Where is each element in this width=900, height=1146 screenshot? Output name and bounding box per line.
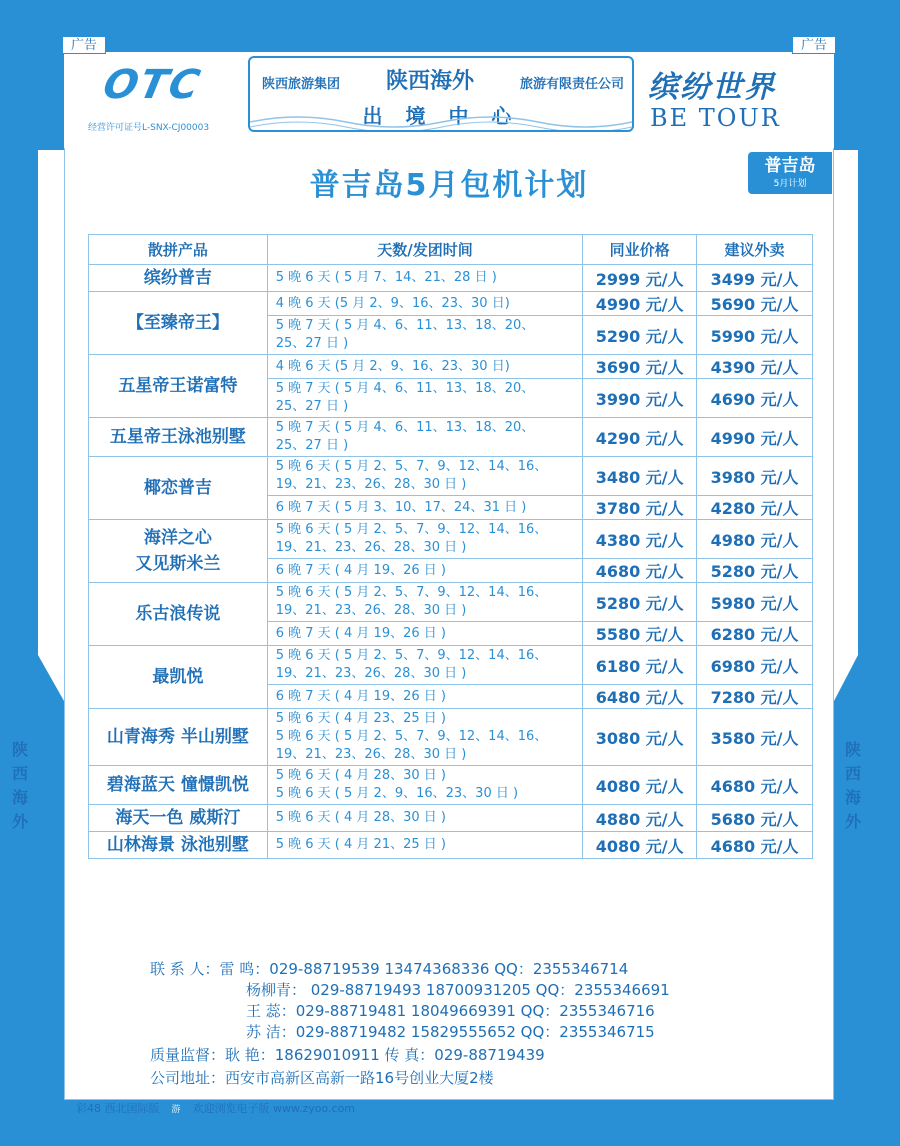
schedule-line: 19、21、23、26、28、30 日 ) xyxy=(275,666,467,681)
schedule xyxy=(267,265,583,292)
product-name xyxy=(89,265,268,292)
product-name xyxy=(89,457,268,520)
retail-price: 4680 元/人 xyxy=(697,766,813,805)
product-name xyxy=(89,805,268,832)
product-name-line: 海洋之心 xyxy=(143,528,212,548)
ad-tag-left: 广告 xyxy=(62,36,106,54)
product-name-line: 五星帝王泳池别墅 xyxy=(109,427,246,447)
retail-price: 5280 元/人 xyxy=(697,559,813,583)
table-row xyxy=(89,805,813,832)
footer-logo-icon: 游 xyxy=(169,1103,183,1117)
schedule-line: 5 晚 6 天 ( 5 月 7、14、21、28 日 ) xyxy=(275,270,497,285)
product-name-line: 椰恋普吉 xyxy=(143,478,212,498)
retail-price: 4690 元/人 xyxy=(697,379,813,418)
table-row xyxy=(89,418,813,457)
table-row xyxy=(89,832,813,859)
product-name xyxy=(89,646,268,709)
trade-price: 2999 元/人 xyxy=(583,265,697,292)
schedule-line: 6 晚 7 天 ( 4 月 19、26 日 ) xyxy=(275,688,446,704)
retail-price: 4680 元/人 xyxy=(697,832,813,859)
retail-price: 6980 元/人 xyxy=(697,646,813,685)
otc-logo: OTC xyxy=(99,62,206,108)
product-name-line: 【至臻帝王】 xyxy=(126,313,229,333)
product-name xyxy=(89,292,268,355)
retail-price: 3980 元/人 xyxy=(697,457,813,496)
footer xyxy=(76,1100,355,1117)
product-name xyxy=(89,355,268,418)
table-row xyxy=(89,265,813,292)
destination-badge xyxy=(748,152,832,194)
schedule-line: 5 晚 6 天 ( 4 月 23、25 日 ) xyxy=(275,711,446,726)
schedule-line: 5 晚 6 天 ( 5 月 2、5、7、9、12、14、16、 xyxy=(275,522,548,537)
table-row xyxy=(89,520,813,559)
trade-price: 3690 元/人 xyxy=(583,355,697,379)
footer-text: 欢迎浏览电子版 www.zyoo.com xyxy=(192,1102,356,1115)
badge-subtitle: 5月计划 xyxy=(773,179,807,189)
wave-decoration xyxy=(250,112,632,130)
side-label-left xyxy=(9,738,31,834)
price-table xyxy=(88,234,813,859)
frame-wedge-left xyxy=(38,655,64,1115)
brand-english: BE TOUR xyxy=(650,104,781,132)
trade-price: 4380 元/人 xyxy=(583,520,697,559)
schedule-line: 5 晚 7 天 ( 5 月 4、6、11、13、18、20、 xyxy=(275,420,535,435)
side-label-char: 陕 xyxy=(844,740,861,759)
company-address: 公司地址：西安市高新区高新一路16号创业大厦2楼 xyxy=(150,1069,494,1087)
schedule xyxy=(267,832,583,859)
page-title: 普吉岛5月包机计划 xyxy=(309,168,589,203)
product-name-line: 山林海景 泳池别墅 xyxy=(106,835,249,855)
retail-price: 5990 元/人 xyxy=(697,316,813,355)
side-label-char: 海 xyxy=(844,788,861,807)
company-main-name: 陕西海外 xyxy=(385,69,474,94)
retail-price: 7280 元/人 xyxy=(697,685,813,709)
schedule-line: 5 晚 6 天 ( 5 月 2、5、7、9、12、14、16、 xyxy=(275,648,548,663)
retail-price: 5690 元/人 xyxy=(697,292,813,316)
schedule-line: 19、21、23、26、28、30 日 ) xyxy=(275,477,467,492)
trade-price: 4990 元/人 xyxy=(583,292,697,316)
schedule-line: 5 晚 6 天 ( 5 月 2、9、16、23、30 日 ) xyxy=(275,786,519,801)
header-product: 散拼产品 xyxy=(89,235,268,265)
product-name xyxy=(89,832,268,859)
side-label-char: 西 xyxy=(11,764,28,783)
trade-price: 4680 元/人 xyxy=(583,559,697,583)
product-name xyxy=(89,418,268,457)
table-body xyxy=(89,265,813,859)
schedule-line: 6 晚 7 天 ( 4 月 19、26 日 ) xyxy=(275,562,446,578)
trade-price: 4290 元/人 xyxy=(583,418,697,457)
badge-title: 普吉岛 xyxy=(764,156,816,176)
schedule-line: 25、27 日 ) xyxy=(275,399,349,414)
product-name xyxy=(89,766,268,805)
product-name-line: 海天一色 威斯汀 xyxy=(115,808,241,828)
schedule-line: 6 晚 7 天 ( 4 月 19、26 日 ) xyxy=(275,625,446,641)
trade-price: 6180 元/人 xyxy=(583,646,697,685)
schedule-line: 5 晚 6 天 ( 4 月 21、25 日 ) xyxy=(275,837,446,852)
license-number: 经营许可证号L-SNX-CJ00003 xyxy=(88,123,210,133)
header-trade-price: 同业价格 xyxy=(583,235,697,265)
product-name-line: 碧海蓝天 憧憬凯悦 xyxy=(106,775,249,795)
product-name xyxy=(89,520,268,583)
side-label-char: 外 xyxy=(844,812,861,831)
retail-price: 3499 元/人 xyxy=(697,265,813,292)
frame-right xyxy=(858,0,900,1146)
header-retail-price: 建议外卖 xyxy=(697,235,813,265)
schedule xyxy=(267,418,583,457)
trade-price: 3990 元/人 xyxy=(583,379,697,418)
side-label-char: 陕 xyxy=(11,740,28,759)
trade-price: 5580 元/人 xyxy=(583,622,697,646)
quality-supervision: 质量监督：耿 艳：18629010911 传 真：029-88719439 xyxy=(150,1046,545,1064)
table-row xyxy=(89,646,813,685)
retail-price: 4980 元/人 xyxy=(697,520,813,559)
side-label-char: 海 xyxy=(11,788,28,807)
retail-price: 3580 元/人 xyxy=(697,709,813,766)
brand-chinese: 缤纷世界 xyxy=(648,70,776,105)
schedule-line: 5 晚 6 天 ( 4 月 28、30 日 ) xyxy=(275,810,446,825)
schedule xyxy=(267,457,583,496)
retail-price: 4390 元/人 xyxy=(697,355,813,379)
table-row xyxy=(89,292,813,316)
retail-price: 4280 元/人 xyxy=(697,496,813,520)
trade-price: 4080 元/人 xyxy=(583,832,697,859)
contact-line: 杨柳青： 029-88719493 18700931205 QQ：2355346691 xyxy=(246,981,670,999)
schedule xyxy=(267,520,583,559)
trade-price: 5290 元/人 xyxy=(583,316,697,355)
retail-price: 5980 元/人 xyxy=(697,583,813,622)
trade-price: 6480 元/人 xyxy=(583,685,697,709)
product-name xyxy=(89,583,268,646)
frame-wedge-right xyxy=(834,655,858,1115)
footer-page: 彩48 西北国际版 xyxy=(76,1102,160,1115)
product-name-line: 又见斯米兰 xyxy=(135,554,221,574)
schedule-line: 19、21、23、26、28、30 日 ) xyxy=(275,540,467,555)
contact-line: 苏 洁：029-88719482 15829555652 QQ：2355346715 xyxy=(246,1023,655,1041)
schedule-line: 5 晚 6 天 ( 4 月 28、30 日 ) xyxy=(275,768,446,783)
contact-line: 王 蕊：029-88719481 18049669391 QQ：2355346716 xyxy=(246,1002,655,1020)
trade-price: 3780 元/人 xyxy=(583,496,697,520)
product-name-line: 山青海秀 半山别墅 xyxy=(106,727,249,747)
product-name xyxy=(89,709,268,766)
header-schedule: 天数/发团时间 xyxy=(267,235,583,265)
product-name-line: 五星帝王诺富特 xyxy=(118,376,238,396)
side-label-right xyxy=(842,738,864,834)
trade-price: 4880 元/人 xyxy=(583,805,697,832)
product-name-line: 乐古浪传说 xyxy=(135,604,221,624)
retail-price: 6280 元/人 xyxy=(697,622,813,646)
company-banner xyxy=(248,56,634,132)
schedule-line: 5 晚 6 天 ( 5 月 2、5、7、9、12、14、16、 xyxy=(275,585,548,600)
schedule xyxy=(267,709,583,766)
schedule xyxy=(267,583,583,622)
table-row xyxy=(89,709,813,766)
schedule xyxy=(267,379,583,418)
schedule xyxy=(267,316,583,355)
schedule-line: 5 晚 6 天 ( 5 月 2、5、7、9、12、14、16、 xyxy=(275,729,548,744)
retail-price: 5680 元/人 xyxy=(697,805,813,832)
table-row xyxy=(89,583,813,622)
schedule xyxy=(267,496,583,520)
schedule-line: 4 晚 6 天 (5 月 2、9、16、23、30 日) xyxy=(275,295,510,311)
trade-price: 5280 元/人 xyxy=(583,583,697,622)
side-label-char: 西 xyxy=(844,764,861,783)
table-row xyxy=(89,355,813,379)
table-row xyxy=(89,457,813,496)
schedule xyxy=(267,355,583,379)
contact-line: 联 系 人：雷 鸣：029-88719539 13474368336 QQ：2355346714 xyxy=(150,960,629,978)
schedule xyxy=(267,805,583,832)
trade-price: 3080 元/人 xyxy=(583,709,697,766)
schedule-line: 25、27 日 ) xyxy=(275,336,349,351)
group-name: 陕西旅游集团 xyxy=(262,77,341,92)
ad-tag-right: 广告 xyxy=(792,36,836,54)
schedule-line: 5 晚 7 天 ( 5 月 4、6、11、13、18、20、 xyxy=(275,318,535,333)
schedule-line: 25、27 日 ) xyxy=(275,438,349,453)
product-name-line: 缤纷普吉 xyxy=(143,268,212,288)
department-name: 出 境 中 心 xyxy=(362,104,520,128)
table-header-row xyxy=(89,235,813,265)
schedule xyxy=(267,292,583,316)
schedule xyxy=(267,559,583,583)
retail-price: 4990 元/人 xyxy=(697,418,813,457)
schedule-line: 19、21、23、26、28、30 日 ) xyxy=(275,747,467,762)
schedule-line: 19、21、23、26、28、30 日 ) xyxy=(275,603,467,618)
trade-price: 3480 元/人 xyxy=(583,457,697,496)
schedule xyxy=(267,766,583,805)
schedule xyxy=(267,685,583,709)
schedule-line: 6 晚 7 天 ( 5 月 3、10、17、24、31 日 ) xyxy=(275,499,527,515)
table-row xyxy=(89,766,813,805)
frame-left xyxy=(0,0,38,1146)
company-suffix: 旅游有限责任公司 xyxy=(519,77,624,92)
schedule-line: 5 晚 7 天 ( 5 月 4、6、11、13、18、20、 xyxy=(275,381,535,396)
product-name-line: 最凯悦 xyxy=(152,667,204,687)
schedule-line: 4 晚 6 天 (5 月 2、9、16、23、30 日) xyxy=(275,358,510,374)
schedule-line: 5 晚 6 天 ( 5 月 2、5、7、9、12、14、16、 xyxy=(275,459,548,474)
schedule xyxy=(267,622,583,646)
side-label-char: 外 xyxy=(11,812,28,831)
trade-price: 4080 元/人 xyxy=(583,766,697,805)
schedule xyxy=(267,646,583,685)
